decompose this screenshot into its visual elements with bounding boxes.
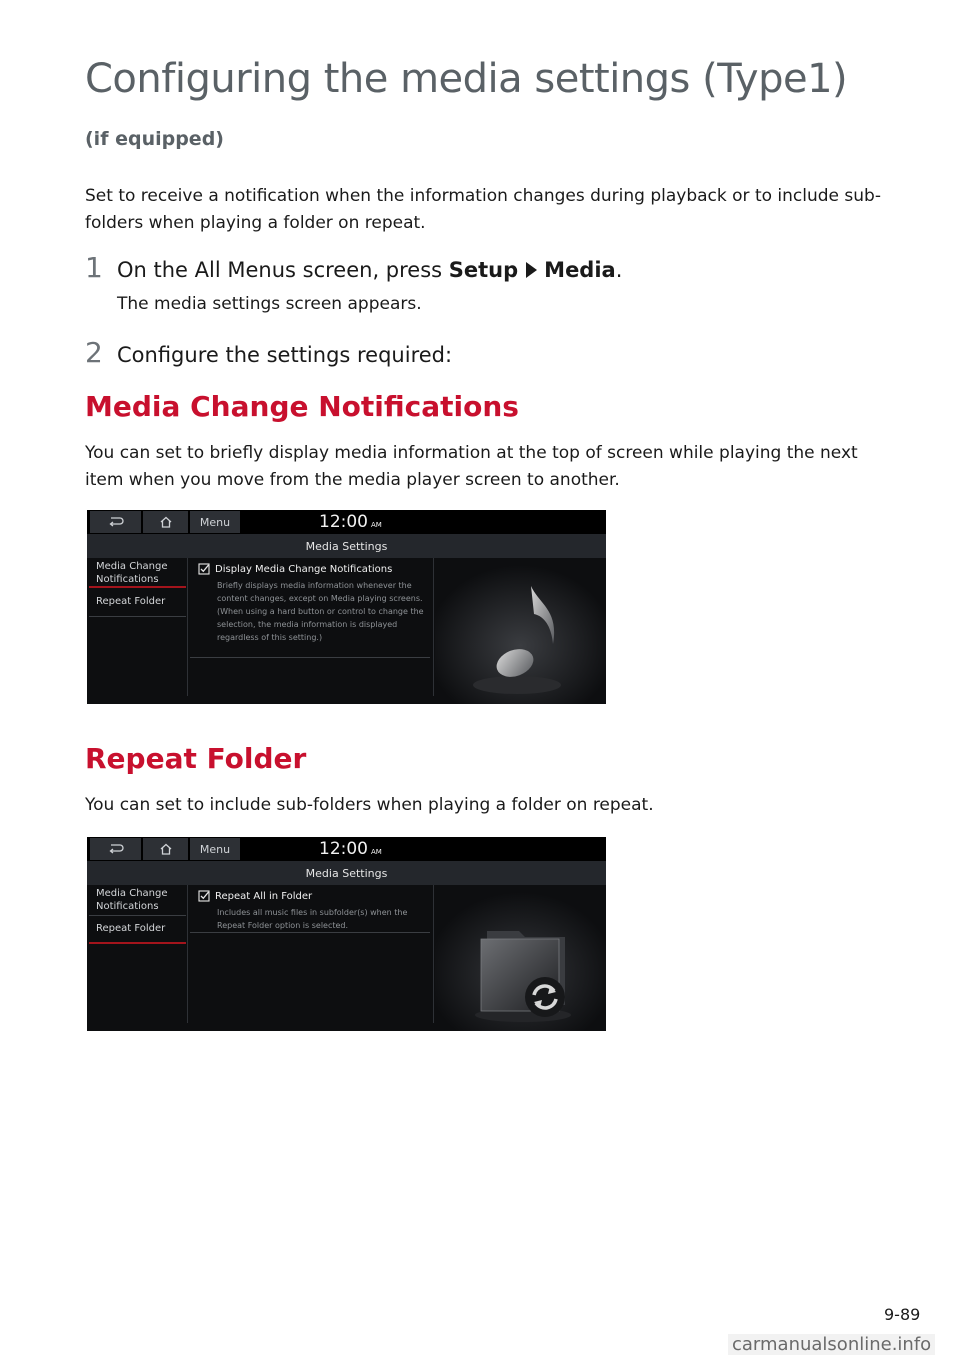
settings-menu bbox=[89, 885, 186, 1031]
setup-label: Setup bbox=[448, 258, 519, 282]
top-bar bbox=[87, 837, 606, 861]
checkbox-checked-icon[interactable] bbox=[198, 890, 210, 902]
back-button[interactable] bbox=[90, 511, 141, 533]
option-divider bbox=[190, 932, 430, 933]
clock-time: 12:00 bbox=[319, 512, 368, 532]
repeat-folder-illustration bbox=[435, 885, 606, 1031]
home-button[interactable] bbox=[143, 511, 188, 533]
intro-text: Set to receive a notification when the information changes during playback or to include sub-folders when playing a folder on repeat. bbox=[85, 186, 881, 233]
menu-button[interactable]: Menu bbox=[190, 511, 240, 533]
page-title: Configuring the media settings (Type1) bbox=[85, 56, 848, 102]
left-divider bbox=[187, 885, 188, 1023]
back-icon bbox=[107, 843, 125, 855]
step-1 bbox=[85, 251, 622, 284]
screen-title: Media Settings bbox=[87, 534, 606, 558]
clock-ampm: AM bbox=[371, 521, 382, 529]
clock bbox=[319, 839, 382, 859]
step-1-text bbox=[117, 258, 622, 282]
page-subtitle: (if equipped) bbox=[85, 128, 224, 150]
menu-item-repeat-folder[interactable]: Repeat Folder bbox=[89, 592, 186, 617]
option-divider bbox=[190, 657, 430, 658]
option-title: Repeat All in Folder bbox=[215, 890, 313, 902]
media-label: Media bbox=[544, 258, 616, 282]
option-description: Briefly displays media information whenever the content changes, except on Media playing screens. (When using a hard button or control to change the selection, the media information is displayed regardless of this setting.) bbox=[217, 581, 424, 642]
arrow-right-icon bbox=[526, 262, 537, 278]
checkbox-checked-icon[interactable] bbox=[198, 563, 210, 575]
option-title: Display Media Change Notifications bbox=[215, 563, 393, 575]
home-icon bbox=[159, 843, 173, 855]
option-display-media-change-notifications[interactable] bbox=[198, 563, 392, 575]
settings-menu bbox=[89, 558, 186, 704]
back-button[interactable] bbox=[90, 838, 141, 860]
music-note-illustration bbox=[435, 558, 606, 704]
step-1-period: . bbox=[615, 258, 623, 282]
section-text-media-change: You can set to briefly display media information at the top of screen while playing the next item when you move from the media player screen to another. bbox=[85, 443, 858, 490]
left-divider bbox=[187, 558, 188, 696]
watermark: carmanualsonline.info bbox=[728, 1334, 935, 1355]
section-heading-media-change: Media Change Notifications bbox=[85, 390, 519, 423]
section-text-repeat-folder: You can set to include sub-folders when playing a folder on repeat. bbox=[85, 795, 654, 815]
menu-item-media-change-notifications[interactable]: Media Change Notifications bbox=[89, 560, 186, 588]
step-1-number: 1 bbox=[85, 251, 103, 284]
music-note-icon bbox=[435, 558, 606, 704]
option-description: Includes all music files in subfolder(s) when the Repeat Folder option is selected. bbox=[217, 908, 408, 930]
top-bar bbox=[87, 510, 606, 534]
clock bbox=[319, 512, 382, 532]
folder-repeat-icon bbox=[435, 885, 606, 1031]
back-icon bbox=[107, 516, 125, 528]
home-icon bbox=[159, 516, 173, 528]
right-divider bbox=[433, 885, 434, 1023]
step-1-result: The media settings screen appears. bbox=[117, 294, 422, 314]
option-repeat-all-in-folder[interactable] bbox=[198, 890, 312, 902]
right-divider bbox=[433, 558, 434, 696]
home-button[interactable] bbox=[143, 838, 188, 860]
media-settings-screen-2 bbox=[87, 837, 606, 1031]
screen-title: Media Settings bbox=[87, 861, 606, 885]
menu-item-repeat-folder[interactable]: Repeat Folder bbox=[89, 919, 186, 944]
page-number: 9-89 bbox=[884, 1305, 921, 1324]
clock-time: 12:00 bbox=[319, 839, 368, 859]
menu-item-media-change-notifications[interactable]: Media Change Notifications bbox=[89, 887, 186, 916]
media-settings-screen-1 bbox=[87, 510, 606, 704]
step-2-number: 2 bbox=[85, 336, 103, 369]
clock-ampm: AM bbox=[371, 848, 382, 856]
menu-button[interactable]: Menu bbox=[190, 838, 240, 860]
step-2-text: Configure the settings required: bbox=[117, 343, 453, 367]
section-heading-repeat-folder: Repeat Folder bbox=[85, 742, 307, 775]
step-1-text-before: On the All Menus screen, press bbox=[117, 258, 449, 282]
step-2 bbox=[85, 336, 452, 369]
